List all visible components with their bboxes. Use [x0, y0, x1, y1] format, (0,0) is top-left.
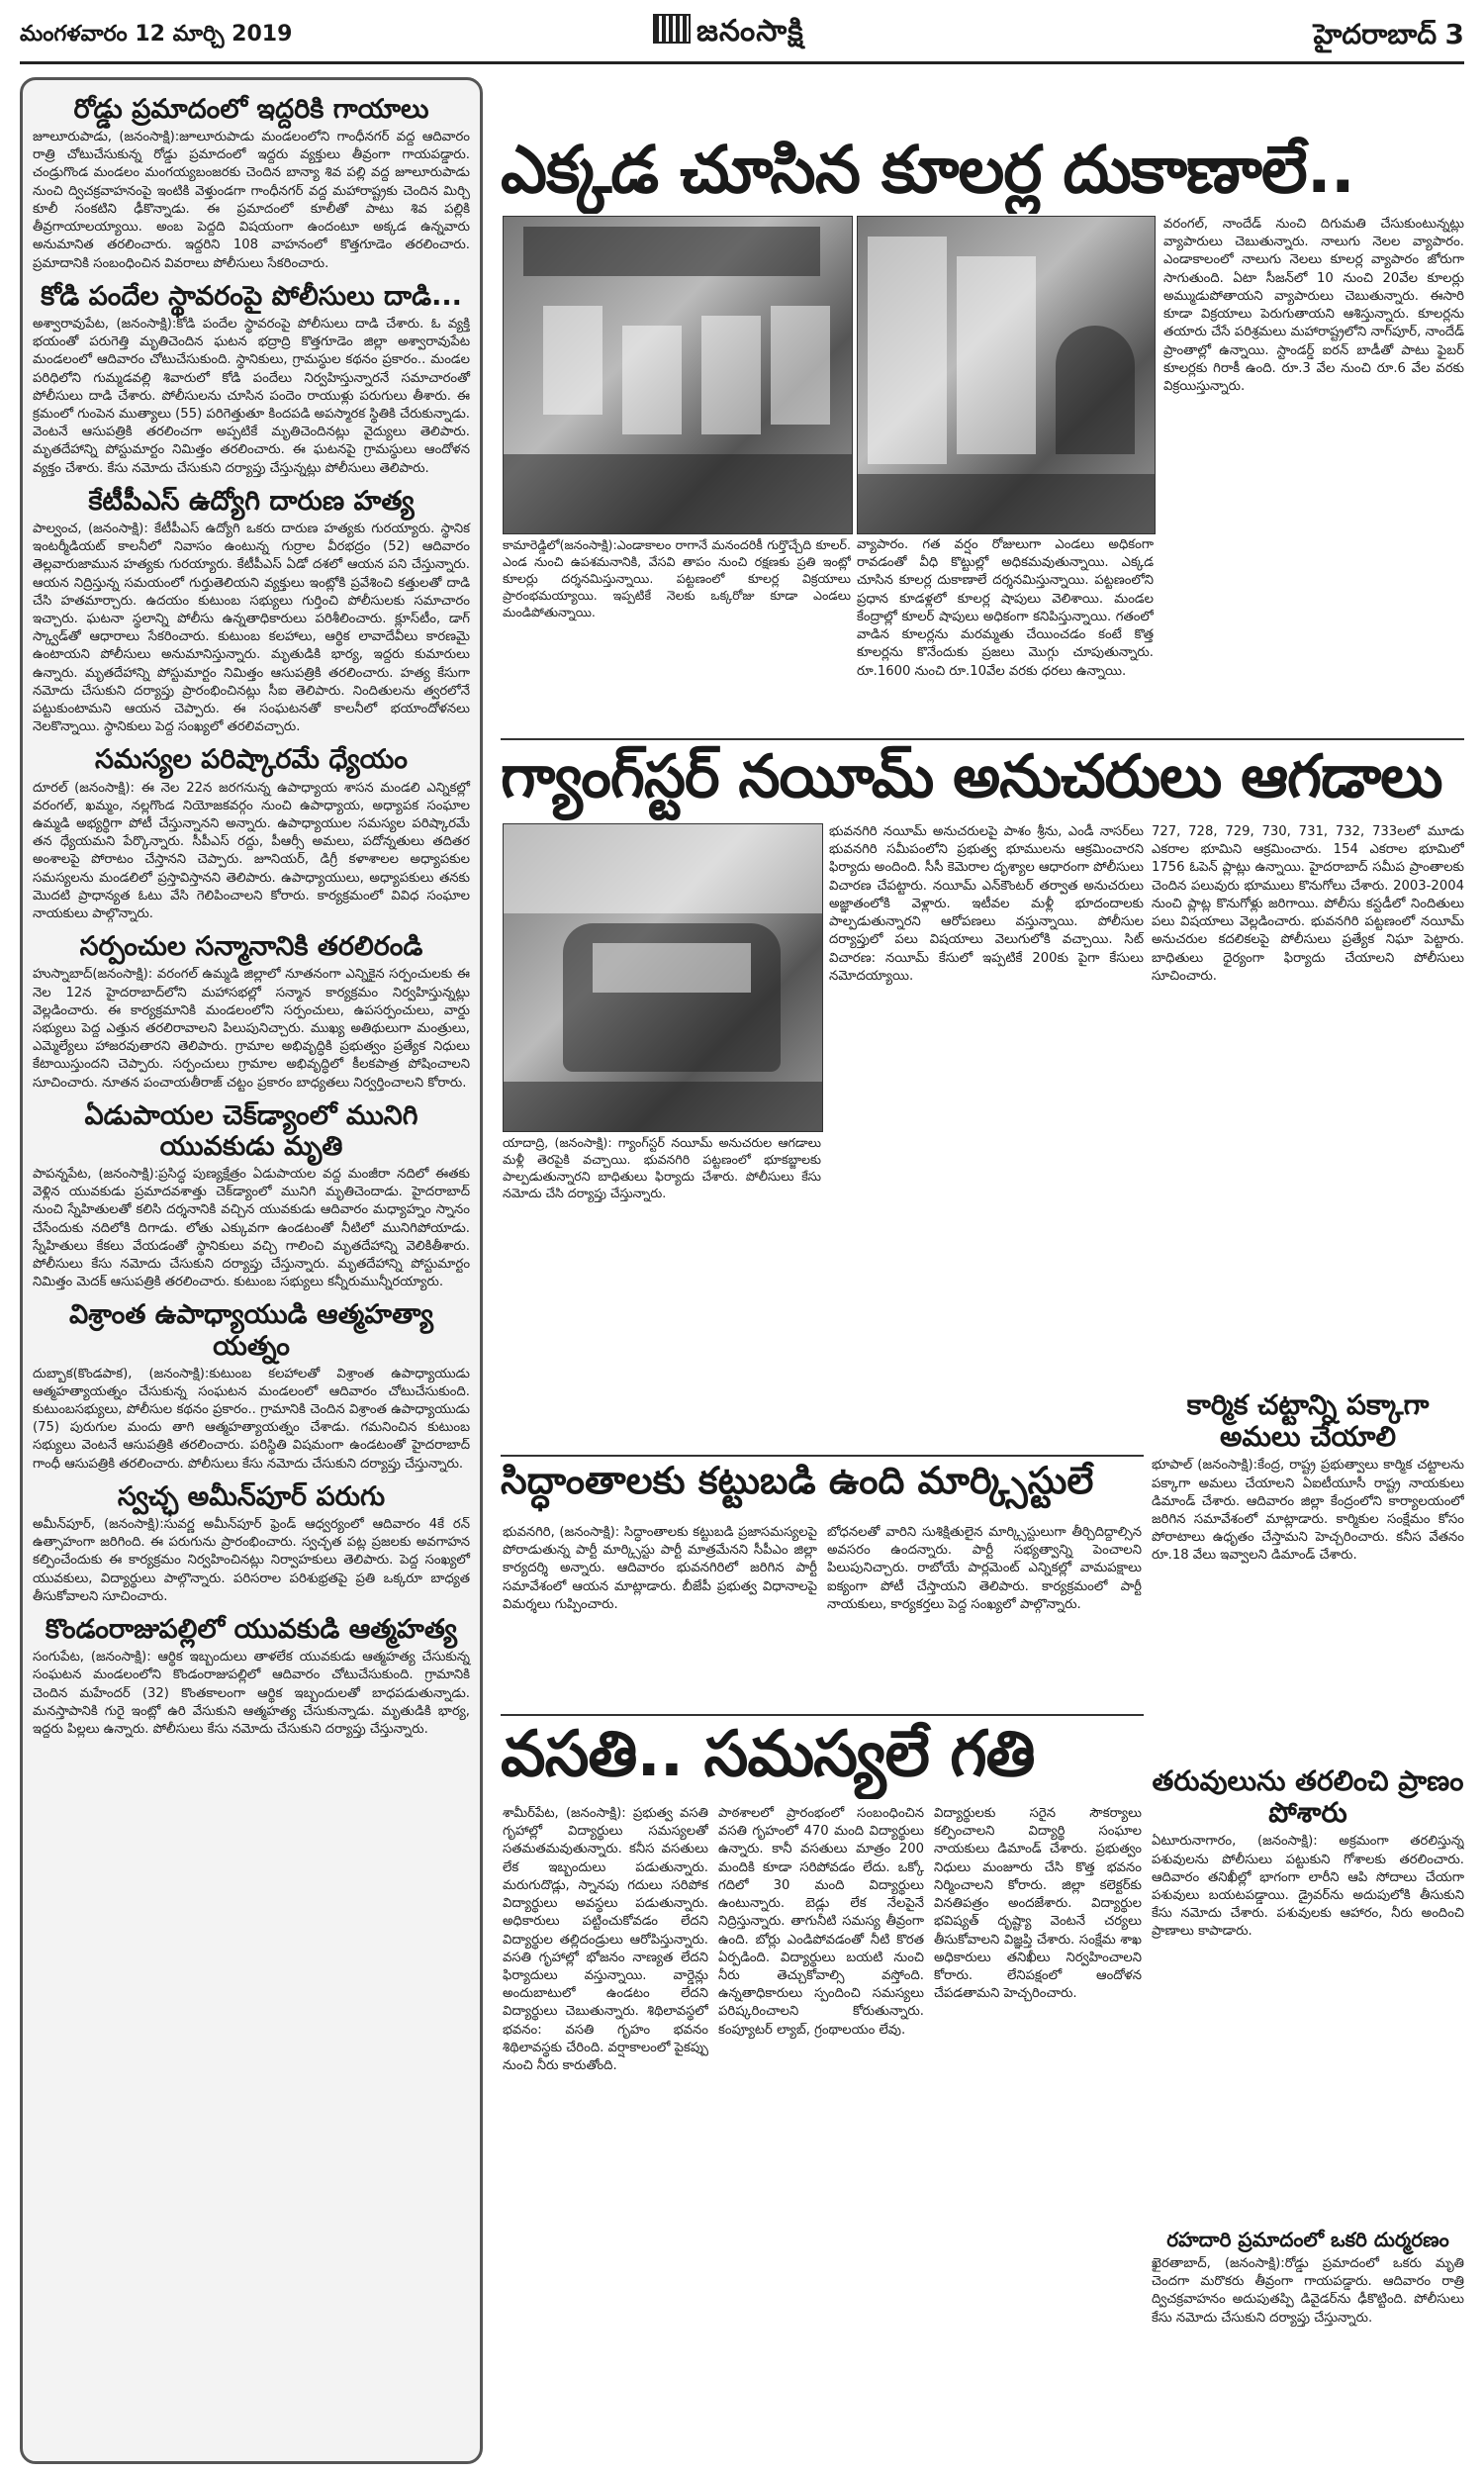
logo-mark-icon — [653, 14, 691, 44]
gangster-headline: గ్యాంగ్‌స్టర్ నయీమ్ అనుచరులు ఆగడాలు — [501, 744, 1442, 811]
news-headline: ఏడుపాయల చెక్‌డ్యాంలో మునిగి యువకుడు మృతి — [84, 1099, 418, 1162]
gangster-car-photo — [503, 823, 823, 1132]
marxism-headline: సిద్ధాంతాలకు కట్టుబడి ఉంది మార్క్సిస్టులే — [501, 1461, 1094, 1502]
labor-law-story — [1152, 1385, 1464, 1754]
left-news-column — [20, 77, 483, 2464]
marxism-col1 — [503, 1524, 817, 1708]
coolers-worker-photo — [857, 216, 1156, 534]
coolers-caption-text: కామారెడ్డిలో(జనంసాక్షి):ఎండాకాలం రాగానే మనందరికీ గుర్తొచ్చేది కూలర్. ఎండ నుంచి ఉపశమనానికి, వేసవి తాపం నుంచి రక్షణకు ప్రతి ఇంట్లో కూలర్లు దర్శనమిస్తున్నాయి. పట్టణంలో కూలర్ల విక్రయాలు ప్రారంభమయ్యాయి. ఇప్పటికే నెలకు ఒక్కరోజు కూడా ఎండలు మండిపోతున్నాయి. — [503, 537, 851, 619]
newspaper-logo — [653, 14, 804, 55]
news-headline: కొండంరాజుపల్లిలో యువకుడి ఆత్మహత్య — [45, 1614, 458, 1646]
news-body: అశ్వారావుపేట, (జనంసాక్షి):కోడి పందేల స్థావరంపై పోలీసులు దాడి చేశారు. ఓ వ్యక్తి భయంతో పరుగెత్తి మృతిచెందిన ఘటన భద్రాద్రి కొత్తగూడెం జిల్లా అశ్వారావుపేట మండలంలో ఆదివారం చోటుచేసుకుంది. స్థానికులు, గ్రామస్థుల కథనం ప్రకారం.. మండల పరిధిలోని గుమ్మడవల్లి శివారులో కోడి పందేలు నిర్వహిస్తున్నారనే సమాచారంతో పోలీసులు దాడి చేశారు. పోలీసులను చూసిన పందెం రాయుళ్లు పరుగులు తీశారు. ఈ క్రమంలో గుంపెన ముత్యాలు (55) పరిగెత్తుతూ కిందపడి అపస్మారక స్థితికి చేరుకున్నాడు. వెంటనే ఆసుపత్రికి తరలించగా అప్పటికే మృతిచెందినట్లు వైద్యులు తెలిపారు. మృతదేహాన్ని పోస్టుమార్టం నిమిత్తం తరలించారు. ఈ ఘటనపై గ్రామస్థులు ఆందోళన వ్యక్తం చేశారు. కేసు నమోదు చేసుకుని దర్యాప్తు చేస్తున్నట్లు పోలీసులు తెలిపారు. — [33, 316, 470, 476]
gangster-col2 — [829, 823, 1144, 1451]
coolers-col3-text: వరంగల్, నాందేడ్ నుంచి దిగుమతి చేసుకుంటున్నట్లు వ్యాపారులు చెబుతున్నారు. నాలుగు నెలల వ్యాపారం. ఎండాకాలంలో నాలుగు నెలలు కూలర్ల వ్యాపారం జోరుగా సాగుతుంది. ఏటా సీజన్‌లో 10 నుంచి 20వేల కూలర్లు అమ్ముడుపోతాయని వ్యాపారులు చెబుతున్నారు. ఈసారి కూడా విక్రయాలు పెరుగుతాయని ఆశిస్తున్నారు. కూలర్లను తయారు చేసే పరిశ్రమలు మహారాష్ట్రలోని నాగ్‌పూర్, నాందేడ్ ప్రాంతాల్లో ఉన్నాయి. స్టాండర్డ్ ఐరన్ బాడీతో పాటు ఫైబర్ కూలర్లకు గిరాకీ ఉంది. రూ.3 వేల నుంచి రూ.6 వేల వరకు విక్రయిస్తున్నారు. — [1163, 217, 1464, 394]
news-body: దూరల్ (జనంసాక్షి): ఈ నెల 22న జరగనున్న ఉపాధ్యాయ శాసన మండలి ఎన్నికల్లో వరంగల్, ఖమ్మం, నల్లగొండ నియోజకవర్గం నుంచి ఉపాధ్యాయ, అధ్యాపక సంఘాల ఉమ్మడి అభ్యర్థిగా పోటీ చేస్తున్నానని అన్నారు. ఉపాధ్యాయుల సమస్యల పరిష్కారమే తన ధ్యేయమని పేర్కొన్నారు. సీపీఎస్ రద్దు, పీఆర్సీ అమలు, పదోన్నతులు తదితర అంశాలపై పోరాటం చేస్తానని చెప్పారు. జూనియర్, డిగ్రీ కళాశాలల అధ్యాపకుల సమస్యలను మండలిలో ప్రస్తావిస్తానని తెలిపారు. ఉపాధ్యాయులు, అధ్యాపకులు తనకు మొదటి ప్రాధాన్యత ఓటు వేసి గెలిపించాలని కోరారు. కార్యక్రమంలో వివిధ సంఘాల నాయకులు పాల్గొన్నారు. — [33, 780, 470, 922]
city-name: హైదరాబాద్ — [1313, 18, 1438, 50]
cattle-body: ఏటూరునాగారం, (జనంసాక్షి): అక్రమంగా తరలిస్తున్న పశువులను పోలీసులు పట్టుకుని గోశాలకు తరలించారు. ఆదివారం తనిఖీల్లో భాగంగా లారీని ఆపి సోదాలు చేయగా పశువులు బయటపడ్డాయి. డ్రైవర్‌ను అదుపులోకి తీసుకుని కేసు నమోదు చేశారు. పశువులకు ఆహారం, నీరు అందించి ప్రాణాలు కాపాడారు. — [1152, 1834, 1464, 1940]
accident-story — [1152, 2225, 1464, 2464]
section-divider — [501, 1455, 1144, 1457]
coolers-headline-wrap — [501, 135, 1464, 214]
news-headline: సమస్యల పరిష్కారమే ధ్యేయం — [95, 744, 408, 776]
news-body: జూలూరుపాడు, (జనంసాక్షి):జూలూరుపాడు మండలంలోని గాంధీనగర్ వద్ద ఆదివారం రాత్రి చోటుచేసుకున్న రోడ్డు ప్రమాదంలో ఇద్దరు వ్యక్తులు తీవ్రంగా గాయపడ్డారు. చండ్రుగొండ మండలం మంగయ్యబంజరకు చెందిన బాన్యా శివ పల్లి వద్ద జూలూరుపాడు నుంచి ద్విచక్రవాహనంపై ఇంటికి వెళ్తుండగా గాంధీనగర్ వద్ద మహారాష్ట్రకు చెందిన మిర్చి కూలీ సంకటిని ఢీకొన్నాడు. ఈ ప్రమాదంలో కూలీతో పాటు శివ పల్లికి తీవ్రగాయాలయ్యాయి. అంబ పెద్దది విషయంగా ఉందంటూ అక్కడ ఉన్నవారు అనుమానిత తరలించారు. ఇద్దరిని 108 వాహనంలో కొత్తగూడెం తరలించారు. ప్రమాదానికి సంబంధించిన వివరాలు పోలీసులు సేకరించారు. — [33, 130, 470, 271]
coolers-headline: ఎక్కడ చూసిన కూలర్ల దుకాణాలే.. — [501, 135, 1354, 208]
marxism-col1-text: భువనగిరి, (జనంసాక్షి): సిద్ధాంతాలకు కట్టుబడి ప్రజాసమస్యలపై పోరాడుతున్న పార్టీ మార్క్సిస్టు పార్టీ మాత్రమేనని సీపీఎం జిల్లా కార్యదర్శి అన్నారు. ఆదివారం భువనగిరిలో జరిగిన పార్టీ సమావేశంలో ఆయన మాట్లాడారు. బీజేపీ ప్రభుత్వ విధానాలపై విమర్శలు గుప్పించారు. — [503, 1525, 817, 1612]
section-divider — [501, 738, 1464, 740]
gangster-col3 — [1152, 823, 1464, 1378]
marxism-headline-wrap — [501, 1461, 1144, 1520]
news-body: దుబ్బాక(కొండపాక), (జనంసాక్షి):కుటుంబ కలహాలతో విశ్రాంత ఉపాధ్యాయుడు ఆత్మహత్యాయత్నం చేసుకున్న సంఘటన మండలంలో ఆదివారం చోటుచేసుకుంది. కుటుంబసభ్యులు, పోలీసుల కథనం ప్రకారం.. గ్రామానికి చెందిన విశ్రాంత ఉపాధ్యాయుడు (75) పురుగుల మందు తాగి ఆత్మహత్యాయత్నం చేశాడు. గమనించిన కుటుంబ సభ్యులు వెంటనే ఆసుపత్రికి తరలించారు. పరిస్థితి విషమంగా ఉండటంతో హైదరాబాద్ గాంధీ ఆసుపత్రికి తరలించారు. పోలీసులు కేసు నమోదు చేసుకుని దర్యాప్తు చేస్తున్నారు. — [33, 1366, 470, 1472]
coolers-col2 — [857, 536, 1154, 732]
coolers-col2-text: వ్యాపారం. గత వర్షం రోజులుగా ఎండలు అధికంగా రావడంతో వీధి కొట్టుల్లో అధికమవుతున్నాయి. ఎక్కడ చూసిన కూలర్ల దుకాణాలే దర్శనమిస్తున్నాయి. పట్టణంలోని ప్రధాన కూడళ్లలో కూలర్ల షాపులు వెలిశాయి. మండల కేంద్రాల్లో కూలర్ షాపులు అధికంగా కనిపిస్తున్నాయి. గతంలో వాడిన కూలర్లను మరమ్మతు చేయించడం కంటే కొత్త కూలర్లను కొనేందుకు ప్రజలు మొగ్గు చూపుతున్నారు. రూ.1600 నుంచి రూ.10వేల వరకు ధరలు ఉన్నాయి. — [857, 537, 1154, 679]
marxism-col2-text: బోధనలతో వారిని సుశిక్షితులైన మార్క్సిస్టులుగా తీర్చిదిద్దాల్సిన అవసరం ఉందన్నారు. పార్టీ సభ్యత్వాన్ని పెంచాలని పిలుపునిచ్చారు. రాబోయే పార్లమెంట్ ఎన్నికల్లో వామపక్షాలు ఐక్యంగా పోటీ చేస్తాయని తెలిపారు. కార్యక్రమంలో పార్టీ నాయకులు, కార్యకర్తలు పెద్ద సంఖ్యలో పాల్గొన్నారు. — [827, 1525, 1142, 1612]
edition-city — [1313, 18, 1464, 57]
news-body: పాపన్నపేట, (జనంసాక్షి):ప్రసిద్ధ పుణ్యక్షేత్రం ఏడుపాయల వద్ద మంజీరా నదిలో ఈతకు వెళ్లిన యువకుడు ప్రమాదవశాత్తు చెక్‌డ్యాంలో మునిగి మృతిచెందాడు. హైదరాబాద్ నుంచి స్నేహితులతో కలిసి దర్శనానికి వచ్చిన యువకుడు ఆదివారం మధ్యాహ్నం స్నానం చేసేందుకు నదిలోకి దిగాడు. లోతు ఎక్కువగా ఉండటంతో నీటిలో మునిగిపోయాడు. స్నేహితులు కేకలు వేయడంతో స్థానికులు వచ్చి గాలించి మృతదేహాన్ని వెలికితీశారు. పోలీసులు కేసు నమోదు చేసుకుని దర్యాప్తు చేస్తున్నారు. మృతదేహాన్ని పోస్టుమార్టం నిమిత్తం మెదక్ ఆసుపత్రికి తరలించారు. కుటుంబ సభ్యులు కన్నీరుమున్నీరయ్యారు. — [33, 1166, 470, 1290]
news-headline: విశ్రాంత ఉపాధ్యాయుడి ఆత్మహత్యా యత్నం — [68, 1299, 434, 1362]
labor-law-headline: కార్మిక చట్టాన్ని పక్కాగా అమలు చేయాలి — [1186, 1388, 1430, 1454]
hostel-col3 — [934, 1805, 1142, 2464]
gangster-caption — [503, 1134, 821, 1451]
cattle-story — [1152, 1761, 1464, 2217]
news-body: అమీన్‌పూర్, (జనంసాక్షి):సువర్ణ అమీన్‌పూర్ ఫ్రెండ్ ఆధ్వర్యంలో ఆదివారం 4కే రన్ ఉత్సాహంగా జరిగింది. ఈ పరుగును ప్రారంభించారు. స్వచ్ఛత పట్ల ప్రజలకు అవగాహన కల్పించేందుకు ఈ కార్యక్రమం నిర్వహించినట్లు నిర్వాహకులు తెలిపారు. పెద్ద సంఖ్యలో యువకులు, విద్యార్థులు పాల్గొన్నారు. పరిసరాల పరిశుభ్రతపై ప్రతి ఒక్కరూ బాధ్యత తీసుకోవాలని సూచించారు. — [33, 1516, 470, 1604]
gangster-col3-text: 727, 728, 729, 730, 731, 732, 733లలో మూడు ఎకరాల భూమిని ఆక్రమించారు. 154 ఎకరాల భూమిలో 1756 ఓపెన్ ప్లాట్లు ఉన్నాయి. హైదరాబాద్ సమీప ప్రాంతాలకు చెందిన పలువురు భూములు కొనుగోలు చేశారు. 2003-2004 నుంచి ప్లాట్ల కొనుగోళ్లు జరిగాయి. పోలీసు కస్టడీలో నిందితులు పలు విషయాలు వెల్లడించారు. భువనగిరి పట్టణంలో నయీమ్ అనుచరుల కదలికలపై పోలీసులు ప్రత్యేక నిఘా పెట్టారు. బాధితులు ధైర్యంగా ఫిర్యాదు చేయాలని పోలీసులు సూచించారు. — [1152, 824, 1464, 984]
gangster-caption-text: యాదాద్రి, (జనంసాక్షి): గ్యాంగ్‌స్టర్ నయీమ్ అనుచరుల ఆగడాలు మళ్లీ తెరపైకి వచ్చాయి. భువనగిరి పట్టణంలో భూకబ్జాలకు పాల్పడుతున్నారని బాధితులు ఫిర్యాదు చేశారు. పోలీసులు కేసు నమోదు చేసి దర్యాప్తు చేస్తున్నారు. — [503, 1135, 821, 1200]
gangster-headline-wrap — [501, 744, 1464, 823]
issue-date: మంగళవారం 12 మార్చి 2019 — [20, 22, 293, 47]
marxism-col2 — [827, 1524, 1142, 1708]
hostel-col3-text: విద్యార్థులకు సరైన సౌకర్యాలు కల్పించాలని విద్యార్థి సంఘాల నాయకులు డిమాండ్ చేశారు. ప్రభుత్వం నిధులు మంజూరు చేసి కొత్త భవనం నిర్మించాలని కోరారు. జిల్లా కలెక్టర్‌కు వినతిపత్రం అందజేశారు. విద్యార్థుల భవిష్యత్‌ దృష్ట్యా వెంటనే చర్యలు తీసుకోవాలని విజ్ఞప్తి చేశారు. సంక్షేమ శాఖ అధికారులు తనిఖీలు నిర్వహించాలని కోరారు. లేనిపక్షంలో ఆందోళన చేపడతామని హెచ్చరించారు. — [934, 1806, 1142, 2002]
news-headline: రోడ్డు ప్రమాదంలో ఇద్దరికి గాయాలు — [73, 94, 429, 125]
news-body: సంగుపేట, (జనంసాక్షి): ఆర్థిక ఇబ్బందులు తాళలేక యువకుడు ఆత్మహత్య చేసుకున్న సంఘటన మండలంలోని కొండంరాజుపల్లిలో ఆదివారం చోటుచేసుకుంది. గ్రామానికి చెందిన మహేందర్ (32) కొంతకాలంగా ఆర్థిక ఇబ్బందులతో బాధపడుతున్నాడు. మనస్తాపానికి గురై ఇంట్లో ఉరి వేసుకుని ఆత్మహత్య చేసుకున్నాడు. మృతుడికి భార్య, ఇద్దరు పిల్లలు ఉన్నారు. పోలీసులు కేసు నమోదు చేసుకుని దర్యాప్తు చేస్తున్నారు. — [33, 1650, 470, 1737]
news-headline: సర్పంచుల సన్మానానికి తరలిరండి — [79, 931, 423, 963]
coolers-shop-photo — [503, 216, 853, 534]
section-divider — [501, 1714, 1144, 1716]
hostel-headline: వసతి.. సమస్యలే గతి — [501, 1720, 1035, 1791]
logo-text: జనంసాక్షి — [696, 14, 804, 48]
accident-body: ఖైరతాబాద్, (జనంసాక్షి):రోడ్డు ప్రమాదంలో ఒకరు మృతి చెందగా మరొకరు తీవ్రంగా గాయపడ్డారు. ఆదివారం రాత్రి ద్విచక్రవాహనం అదుపుతప్పి డివైడర్‌ను ఢీకొట్టింది. పోలీసులు కేసు నమోదు చేసుకుని దర్యాప్తు చేస్తున్నారు. — [1152, 2256, 1464, 2326]
news-body: పాల్వంచ, (జనంసాక్షి): కేటీపీఎస్ ఉద్యోగి ఒకరు దారుణ హత్యకు గురయ్యారు. స్థానిక ఇంటర్మీడియట్ కాలనీలో నివాసం ఉంటున్న గుర్రాల వీరభద్రం (52) ఆదివారం తెల్లవారుజామున హత్యకు గురయ్యారు. కేటీపీఎస్ ఏడో దశలో ఆయన పని చేస్తున్నారు. ఆయన నిద్రిస్తున్న సమయంలో గుర్తుతెలియని వ్యక్తులు ఇంట్లోకి ప్రవేశించి కత్తులతో దాడి చేసి హతమార్చారు. ఉదయం కుటుంబ సభ్యులు గుర్తించి పోలీసులకు సమాచారం ఇచ్చారు. ఘటనా స్థలాన్ని పోలీసు ఉన్నతాధికారులు పరిశీలించారు. క్లూస్‌టీం, డాగ్ స్క్వాడ్‌తో ఆధారాలు సేకరించారు. కుటుంబ కలహాలు, ఆర్థిక లావాదేవీలు కారణమై ఉంటాయని పోలీసులు అనుమానిస్తున్నారు. మృతుడికి భార్య, ఇద్దరు కుమారులు ఉన్నారు. మృతదేహాన్ని పోస్టుమార్టం నిమిత్తం ఆసుపత్రికి తరలించారు. హత్య కేసుగా నమోదు చేసుకుని దర్యాప్తు ప్రారంభించినట్లు సీఐ తెలిపారు. నిందితులను త్వరలోనే పట్టుకుంటామని ఆయన చెప్పారు. ఈ సంఘటనతో కాలనీలో భయాందోళనలు నెలకొన్నాయి. స్థానికులు పెద్ద సంఖ్యలో తరలివచ్చారు. — [33, 521, 470, 735]
page-number: 3 — [1444, 18, 1464, 50]
masthead — [20, 0, 1464, 64]
gangster-col2-text: భువనగిరి నయీమ్ అనుచరులపై పాశం శ్రీను, ఎండీ నాసర్‌లు భువనగిరి సమీపంలోని ప్రభుత్వ భూములను ఆక్రమించారని ఫిర్యాదు అందింది. సీసీ కెమెరాల దృశ్యాల ఆధారంగా పోలీసులు విచారణ చేపట్టారు. నయీమ్ ఎన్‌కౌంటర్ తర్వాత అనుచరులు అజ్ఞాతంలోకి వెళ్లారు. ఇటీవల మళ్లీ భూదందాలకు పాల్పడుతున్నారని ఆరోపణలు వస్తున్నాయి. పోలీసుల దర్యాప్తులో పలు విషయాలు వెలుగులోకి వచ్చాయి. సిట్ విచారణ: నయీమ్ కేసులో ఇప్పటికే 200కు పైగా కేసులు నమోదయ్యాయి. — [829, 824, 1144, 984]
hostel-headline-wrap — [501, 1720, 1144, 1799]
hostel-col2-text: పాఠశాలలో ప్రారంభంలో సంబంధించిన వసతి గృహంలో 470 మంది విద్యార్థులు ఉన్నారు. కానీ వసతులు మాత్రం 200 మందికి కూడా సరిపోవడం లేదు. ఒక్కో గదిలో 30 మంది విద్యార్థులు ఉంటున్నారు. బెడ్లు లేక నేలపైనే నిద్రిస్తున్నారు. తాగునీటి సమస్య తీవ్రంగా ఉంది. బోర్లు ఎండిపోవడంతో నీటి కొరత ఏర్పడింది. విద్యార్థులు బయటి నుంచి నీరు తెచ్చుకోవాల్సి వస్తోంది. ఉన్నతాధికారులు స్పందించి సమస్యలు పరిష్కరించాలని కోరుతున్నారు. కంప్యూటర్ ల్యాబ్, గ్రంథాలయం లేవు. — [718, 1806, 924, 2038]
coolers-caption — [503, 536, 851, 732]
coolers-col3 — [1163, 216, 1464, 732]
hostel-col1-text: శామీర్‌పేట, (జనంసాక్షి): ప్రభుత్వ వసతి గృహాల్లో విద్యార్థులు సమస్యలతో సతమతమవుతున్నారు. కనీస వసతులు లేక ఇబ్బందులు పడుతున్నారు. మరుగుదొడ్లు, స్నానపు గదులు సరిపోక విద్యార్థులు అవస్థలు పడుతున్నారు. అధికారులు పట్టించుకోవడం లేదని విద్యార్థుల తల్లిదండ్రులు ఆరోపిస్తున్నారు. వసతి గృహాల్లో భోజనం నాణ్యత లేదని ఫిర్యాదులు వస్తున్నాయి. వార్డెన్లు అందుబాటులో ఉండటం లేదని విద్యార్థులు చెబుతున్నారు. శిథిలావస్థలో భవనం: వసతి గృహం భవనం శిథిలావస్థకు చేరింది. వర్షాకాలంలో పైకప్పు నుంచి నీరు కారుతోంది. — [503, 1806, 708, 2074]
labor-law-body: భూపాల్ (జనంసాక్షి):కేంద్ర, రాష్ట్ర ప్రభుత్వాలు కార్మిక చట్టాలను పక్కాగా అమలు చేయాలని ఏఐటీయూసీ రాష్ట్ర నాయకులు డిమాండ్ చేశారు. ఆదివారం జిల్లా కేంద్రంలోని కార్యాలయంలో జరిగిన సమావేశంలో మాట్లాడారు. కార్మికుల సంక్షేమం కోసం పోరాటాలు ఉధృతం చేస్తామని హెచ్చరించారు. కనీస వేతనం రూ.18 వేలు ఇవ్వాలని డిమాండ్ చేశారు. — [1152, 1458, 1464, 1564]
news-headline: స్వచ్ఛ అమీన్‌పూర్ పరుగు — [117, 1480, 386, 1512]
accident-headline: రహదారి ప్రమాదంలో ఒకరి దుర్మరణం — [1166, 2228, 1449, 2251]
cattle-headline: తరువులును తరలించి ప్రాణం పోశారు — [1152, 1764, 1464, 1830]
news-headline: కోడి పందేల స్థావరంపై పోలీసులు దాడి... — [41, 280, 462, 312]
hostel-col1 — [503, 1805, 708, 2464]
news-body: హుస్నాబాద్(జనంసాక్షి): వరంగల్ ఉమ్మడి జిల్లాలో నూతనంగా ఎన్నికైన సర్పంచులకు ఈ నెల 12న హైదరాబాద్‌లోని మహాసభల్లో సన్మాన కార్యక్రమం నిర్వహిస్తున్నట్లు వెల్లడించారు. ఈ కార్యక్రమానికి మండలంలోని సర్పంచులు, ఉపసర్పంచులు, వార్డు సభ్యులు పెద్ద ఎత్తున తరలిరావాలని పిలుపునిచ్చారు. ముఖ్య అతిథులుగా మంత్రులు, ఎమ్మెల్యేలు హాజరవుతారని తెలిపారు. గ్రామాల అభివృద్ధికి ప్రభుత్వం ప్రత్యేక నిధులు కేటాయిస్తుందని చెప్పారు. సర్పంచులు గ్రామాల అభివృద్ధిలో కీలకపాత్ర పోషించాలని సూచించారు. నూతన పంచాయతీరాజ్ చట్టం ప్రకారం బాధ్యతలు నిర్వర్తించాలని కోరారు. — [33, 967, 470, 1091]
hostel-col2 — [718, 1805, 924, 2464]
news-headline: కేటీపీఎస్ ఉద్యోగి దారుణ హత్య — [88, 485, 415, 517]
